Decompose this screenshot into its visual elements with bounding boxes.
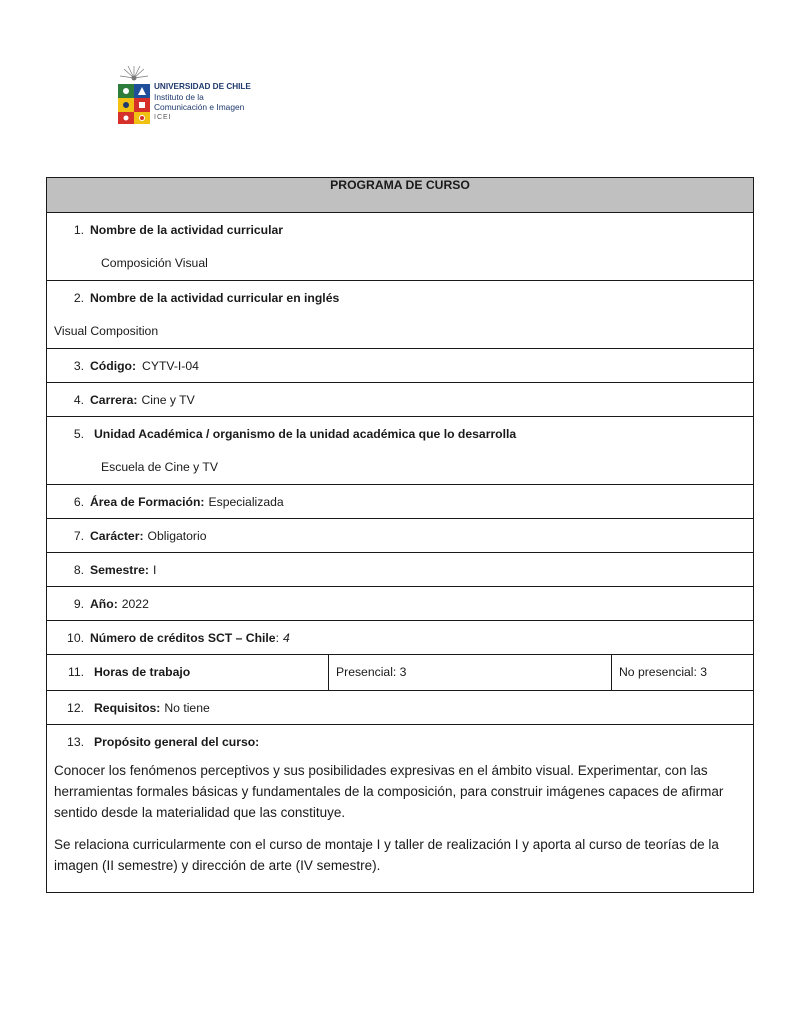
item-label-career: Carrera: — [90, 392, 138, 407]
item-value-credits: 4 — [282, 630, 290, 645]
item-number: 11. — [67, 664, 84, 679]
table-row-8 — [47, 553, 754, 587]
item-value-training-area: Especializada — [208, 494, 284, 509]
table-row-13 — [47, 725, 754, 893]
table-row-10 — [47, 621, 754, 655]
item-value-character: Obligatorio — [147, 528, 207, 543]
table-row-4 — [47, 383, 754, 417]
item-number: 2. — [73, 290, 84, 305]
item-label-training-area: Área de Formación: — [90, 494, 205, 509]
item-label-academic-unit: Unidad Académica / organismo de la unidad académica que lo desarrolla — [94, 426, 517, 441]
item-number: 3. — [73, 358, 84, 373]
university-seal-icon — [116, 64, 152, 126]
item-number: 8. — [73, 562, 84, 577]
table-row-2 — [47, 281, 754, 349]
item-value-code: CYTV-I-04 — [142, 358, 199, 373]
item-number: 1. — [73, 222, 84, 237]
course-purpose-paragraph-1: Conocer los fenómenos perceptivos y sus posibilidades expresivas en el ámbito visual. Experimentar, con las herramientas formales básicas y fundamentales de la composición, para construir imágenes capaces de afirmar sentido desde la materialidad que las constituye. — [54, 763, 724, 820]
item-number: 6. — [73, 494, 84, 509]
item-number: 9. — [73, 596, 84, 611]
item-value-non-presencial-hours: No presencial: 3 — [619, 665, 708, 679]
item-value-course-name-english: Visual Composition — [54, 323, 159, 338]
item-value-course-name: Composición Visual — [101, 255, 208, 270]
course-purpose-paragraph-2: Se relaciona curricularmente con el curso de montaje I y taller de realización I y aporta al curso de teorías de la imagen (II semestre) y dirección de arte (IV semestre). — [54, 837, 719, 873]
item-label-year: Año: — [90, 596, 118, 611]
table-row-11 — [47, 655, 754, 691]
logo-university-name: UNIVERSIDAD DE CHILE — [154, 82, 251, 91]
item-number: 5. — [73, 426, 84, 441]
item-value-requirements: No tiene — [164, 700, 210, 715]
logo-acronym: ICEI — [154, 113, 172, 121]
item-label-course-purpose: Propósito general del curso: — [94, 734, 260, 749]
table-header-row — [47, 178, 754, 213]
table-row-7 — [47, 519, 754, 553]
item-value-career: Cine y TV — [141, 392, 195, 407]
course-program-table — [46, 177, 754, 893]
item-label-character: Carácter: — [90, 528, 144, 543]
page-title: PROGRAMA DE CURSO — [47, 178, 754, 213]
university-logo — [116, 64, 276, 130]
table-row-9 — [47, 587, 754, 621]
item-label-credits: Número de créditos SCT – Chile — [90, 630, 276, 645]
item-value-semester: I — [152, 562, 157, 577]
item-label-course-name: Nombre de la actividad curricular — [90, 222, 284, 237]
item-value-academic-unit: Escuela de Cine y TV — [101, 459, 218, 474]
table-row-3 — [47, 349, 754, 383]
table-row-6 — [47, 485, 754, 519]
item-label-code: Código: — [90, 358, 137, 373]
item-number: 4. — [73, 392, 84, 407]
item-number: 13. — [67, 734, 84, 749]
logo-institute-line2: Comunicación e Imagen — [154, 102, 245, 113]
item-label-work-hours: Horas de trabajo — [94, 664, 191, 679]
item-label-course-name-english: Nombre de la actividad curricular en inglés — [90, 290, 340, 305]
item-value-year: 2022 — [121, 596, 149, 611]
item-number: 10. — [67, 630, 84, 645]
item-label-semester: Semestre: — [90, 562, 149, 577]
table-row-12 — [47, 691, 754, 725]
table-row-5 — [47, 417, 754, 485]
table-row-1 — [47, 213, 754, 281]
item-number: 7. — [73, 528, 84, 543]
item-colon: : — [275, 630, 279, 645]
item-label-requirements: Requisitos: — [94, 700, 161, 715]
logo-institute-line1: Instituto de la — [154, 92, 204, 103]
logo-text — [154, 82, 251, 123]
item-number: 12. — [67, 700, 84, 715]
item-value-presencial-hours: Presencial: 3 — [336, 665, 407, 679]
